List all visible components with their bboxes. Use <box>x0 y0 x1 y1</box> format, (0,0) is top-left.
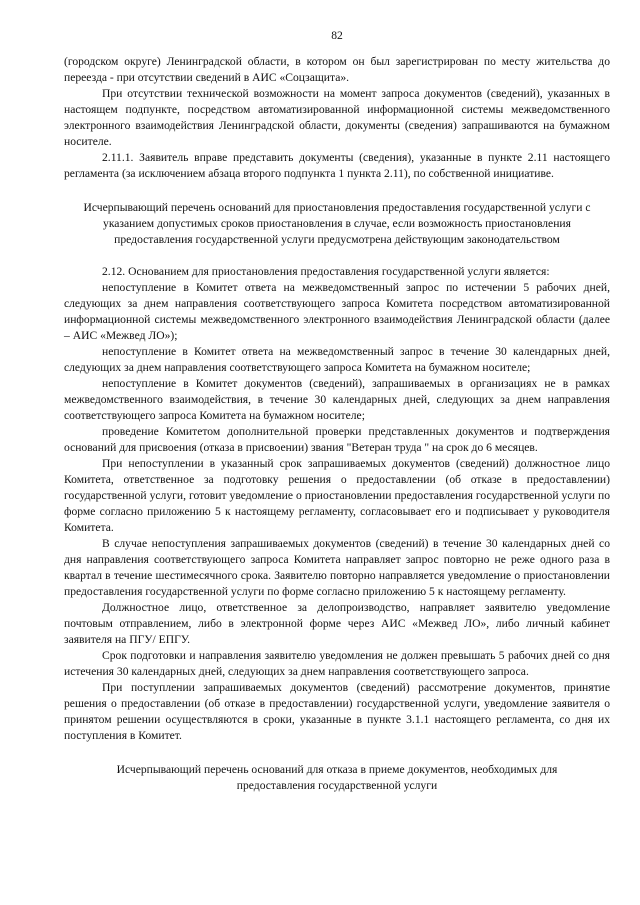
page-number: 82 <box>331 29 343 42</box>
paragraph: При поступлении запрашиваемых документов (сведений) рассмотрение документов, принятие решения о предоставлении (об отказе в предоставлении) государственной услуги, уведомление заявителя о принятом решении осуществляются в сроки, указанные в пункте 3.1.1 настоящего регламента, со дня их поступления в Комитет. <box>64 681 610 742</box>
paragraph: 2.12. Основанием для приостановления предоставления государственной услуги является: <box>102 265 550 278</box>
paragraph: проведение Комитетом дополнительной проверки представленных документов и подтверждения оснований для присвоения (отказа в присвоении) звания "Ветеран труда " на срок до 6 месяцев. <box>64 425 610 454</box>
paragraph: непоступление в Комитет ответа на межведомственный запрос по истечении 5 рабочих дней, следующих за днем направления соответствующего запроса Комитета посредством автоматизированной информационной системы межведомственного электронного взаимодействия Ленинградской области (далее – АИС «Межвед ЛО»); <box>64 281 610 342</box>
paragraph: Должностное лицо, ответственное за делопроизводство, направляет заявителю уведомление почтовым отправлением, либо в электронной форме через АИС «Межвед ЛО», либо личный кабинет заявителя на ПГУ/ ЕПГУ. <box>64 601 610 646</box>
paragraph: При отсутствии технической возможности на момент запроса документов (сведений), указанных в настоящем подпункте, посредством автоматизированной информационной системы межведомственного электронного взаимодействия Ленинградской области, документы (сведения) запрашиваются на бумажном носителе. <box>64 87 610 148</box>
paragraph: При непоступлении в указанный срок запрашиваемых документов (сведений) должностное лицо Комитета, ответственное за подготовку решения о предоставлении (об отказе в предоставлении) государственной услуги, готовит уведомление о приостановлении предоставления государственной услуги по форме согласно приложению 5 к настоящему регламенту, согласовывает его и подписывает у руководителя Комитета. <box>64 457 610 534</box>
section-heading: Исчерпывающий перечень оснований для отказа в приеме документов, необходимых для предоставления государственной услуги <box>116 763 558 792</box>
paragraph: непоступление в Комитет ответа на межведомственный запрос в течение 30 календарных дней, следующих за днем направления соответствующего запроса Комитета на бумажном носителе; <box>64 345 610 374</box>
paragraph: В случае непоступления запрашиваемых документов (сведений) в течение 30 календарных дней со дня направления соответствующего запроса Комитета направляет запрос повторно не реже одного раза в квартал в течение шестимесячного срока. Заявителю повторно направляется уведомление о приостановлении предоставления государственной услуги по форме согласно приложению 5 к настоящему регламенту. <box>64 537 610 598</box>
paragraph: 2.11.1. Заявитель вправе представить документы (сведения), указанные в пункте 2.11 настоящего регламента (за исключением абзаца второго подпункта 1 пункта 2.11), по собственной инициативе. <box>64 151 610 180</box>
paragraph: (городском округе) Ленинградской области, в котором он был зарегистрирован по месту жительства до переезда - при отсутствии сведений в АИС «Соцзащита». <box>64 55 610 84</box>
section-heading: Исчерпывающий перечень оснований для приостановления предоставления государственной услуги с указанием допустимых сроков приостановления в случае, если возможность приостановления предоставления государственной услуги предусмотрена действующим законодательством <box>83 201 591 246</box>
paragraph: непоступление в Комитет документов (сведений), запрашиваемых в организациях не в рамках межведомственного взаимодействия, в течение 30 календарных дней, следующих за днем направления соответствующего запроса Комитета на бумажном носителе; <box>64 377 610 422</box>
document-body <box>64 54 610 794</box>
paragraph: Срок подготовки и направления заявителю уведомления не должен превышать 5 рабочих дней со дня истечения 30 календарных дней, следующих за днем направления соответствующего запроса. <box>64 649 610 678</box>
